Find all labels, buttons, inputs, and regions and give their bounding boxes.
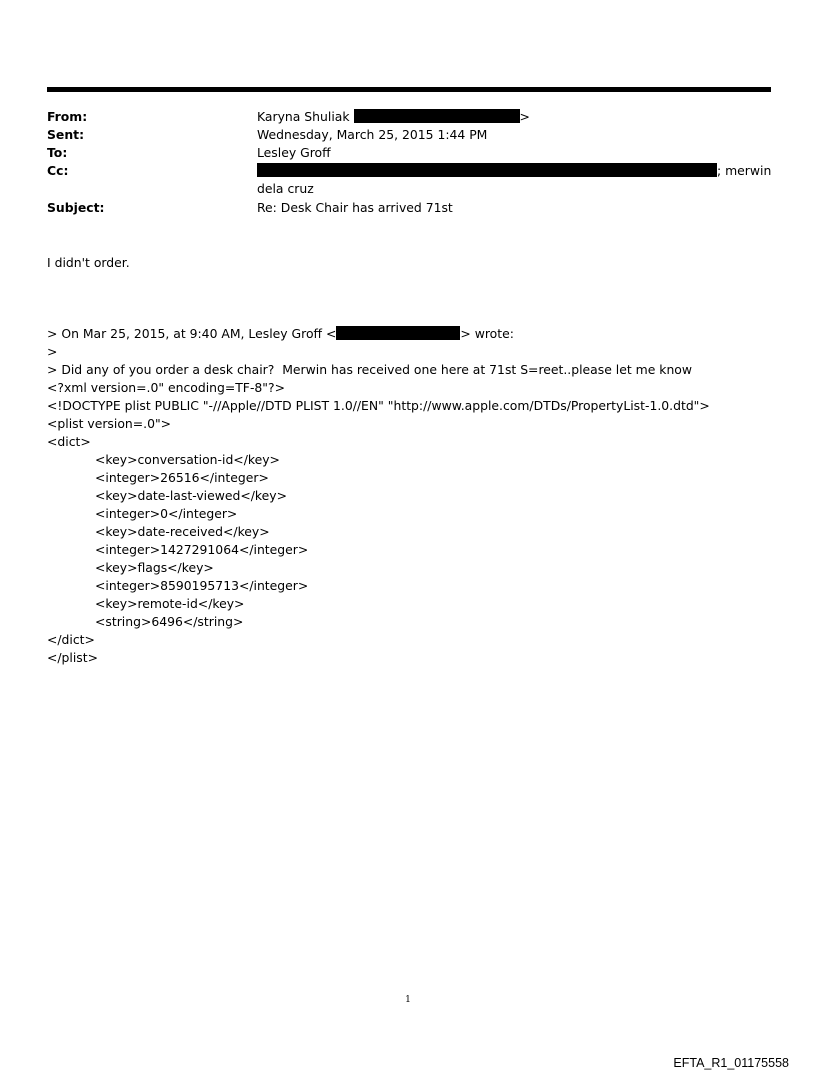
subject-label: Subject: (47, 200, 105, 215)
plist-line: <!DOCTYPE plist PUBLIC "-//Apple//DTD PLIST 1.0//EN" "http://www.apple.com/DTDs/PropertyList-1.0.dtd"> (47, 398, 710, 413)
plist-line: </dict> (47, 632, 95, 647)
to-value: Lesley Groff (257, 145, 331, 160)
redacted-cc (257, 163, 717, 177)
cc-value (257, 162, 771, 180)
plist-entry: <integer>0</integer> (95, 506, 238, 521)
plist-entry: <integer>26516</integer> (95, 470, 269, 485)
cc-label: Cc: (47, 163, 69, 178)
header-divider (47, 87, 771, 92)
quote-post: > wrote: (460, 326, 514, 341)
plist-entry: <integer>1427291064</integer> (95, 542, 309, 557)
plist-line: <dict> (47, 434, 91, 449)
quote-text: > Did any of you order a desk chair? Merwin has received one here at 71st S=reet..please let me know (47, 362, 693, 377)
plist-line: <plist version=.0"> (47, 416, 172, 431)
redacted-email (354, 109, 520, 123)
cc-tail: ; merwin (717, 163, 772, 178)
plist-entry: <key>remote-id</key> (95, 596, 245, 611)
plist-entry: <integer>8590195713</integer> (95, 578, 309, 593)
from-label: From: (47, 109, 88, 124)
redacted-quote-email (336, 326, 460, 340)
cc-line2: dela cruz (257, 181, 314, 196)
plist-entry: <key>flags</key> (95, 560, 214, 575)
quote-pre: > On Mar 25, 2015, at 9:40 AM, Lesley Groff < (47, 326, 337, 341)
from-value (257, 108, 530, 126)
plist-entry: <key>conversation-id</key> (95, 452, 280, 467)
plist-entry: <string>6496</string> (95, 614, 244, 629)
page-number: 1 (405, 995, 411, 1005)
to-label: To: (47, 145, 68, 160)
quote-header (47, 325, 514, 343)
plist-line: <?xml version=.0" encoding=TF-8"?> (47, 380, 285, 395)
bates-number: EFTA_R1_01175558 (673, 1056, 789, 1070)
subject-value: Re: Desk Chair has arrived 71st (257, 200, 453, 215)
from-close: > (519, 109, 530, 124)
plist-line: </plist> (47, 650, 99, 665)
sent-label: Sent: (47, 127, 85, 142)
quote-blank: > (47, 344, 58, 359)
from-name: Karyna Shuliak (257, 109, 350, 124)
sent-value: Wednesday, March 25, 2015 1:44 PM (257, 127, 488, 142)
plist-entry: <key>date-last-viewed</key> (95, 488, 287, 503)
plist-entry: <key>date-received</key> (95, 524, 270, 539)
reply-text: I didn't order. (47, 255, 130, 270)
